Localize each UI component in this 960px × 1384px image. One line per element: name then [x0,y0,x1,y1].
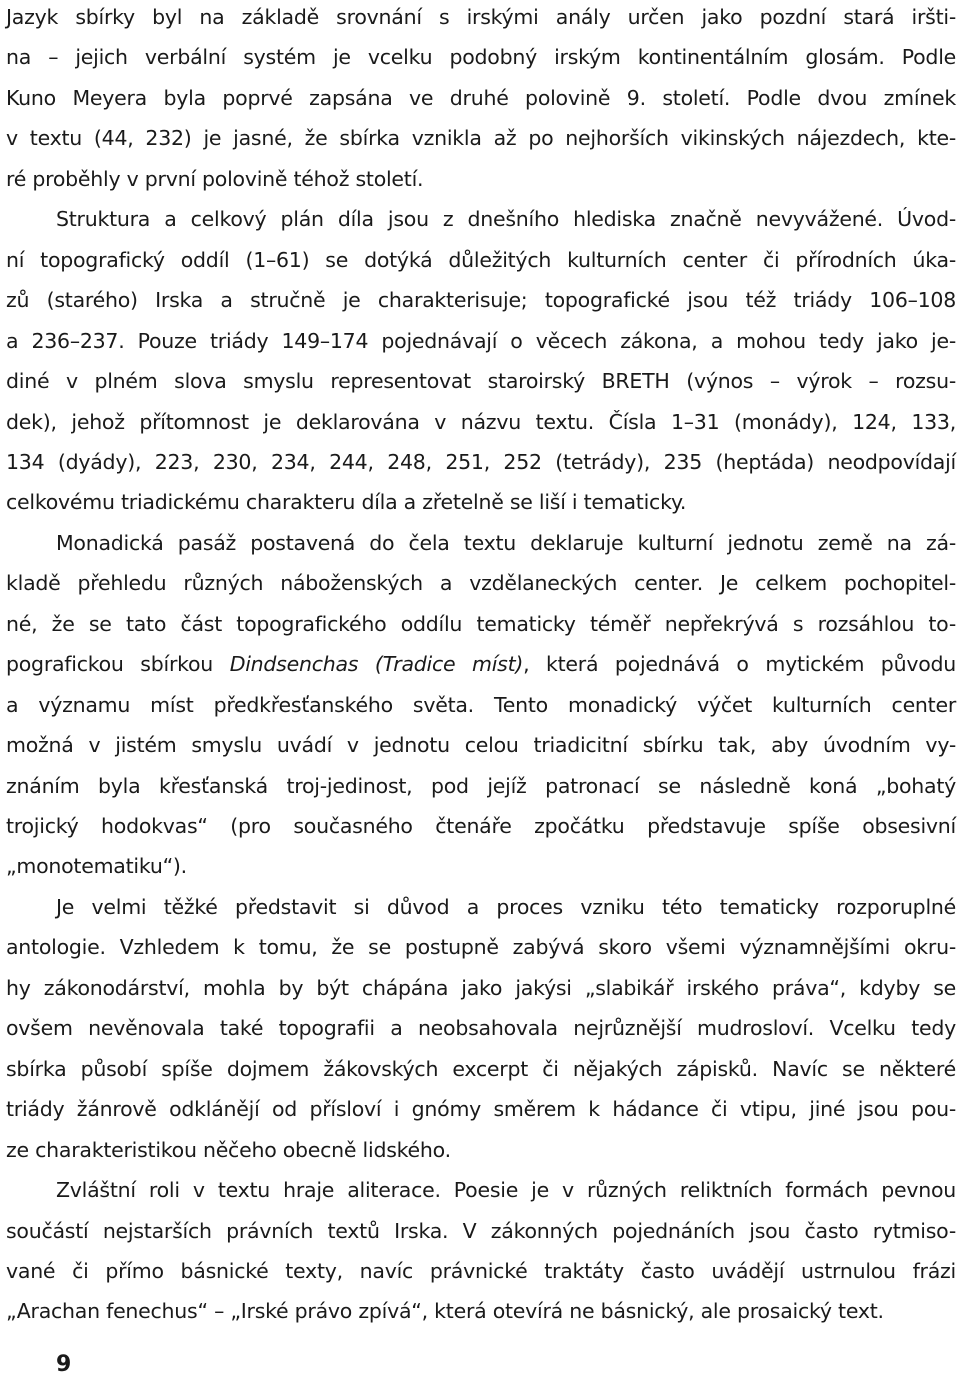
text-span: né, že se tato část topografického oddílu tematicky téměř nepřekrývá s rozsáhlou to- [6,611,956,636]
italic-title: Dindsenchas (Tradice míst) [229,652,524,677]
text-line [6,1049,956,1089]
text-span: kladě přehledu různých náboženských a vzdělaneckých center. Je celkem pochopitel- [6,571,956,596]
text-line [6,927,956,967]
text-line [6,1170,956,1210]
text-line [6,199,956,239]
text-span: zů (starého) Irska a stručně je charakterisuje; topografické jsou též triády 106–108 [6,288,956,313]
text-line [6,523,956,563]
text-line [6,644,956,684]
text-span: trojický hodokvas“ (pro současného čtenáře zpočátku představuje spíše obsesivní [6,814,956,838]
text-span: 134 (dyády), 223, 230, 234, 244, 248, 251, 252 (tetrády), 235 (heptáda) neodpovídají [6,449,956,474]
text-span: ovšem nevěnovala také topografii a neobsahovala nejrůznější mudrosloví. Vcelku tedy [6,1016,956,1041]
text-line [6,1211,956,1251]
text-line [6,240,956,280]
text-span: pografickou sbírkou [6,652,230,677]
text-span: ze charakteristikou něčeho obecně lidského. [6,1137,451,1162]
text-line [6,725,956,765]
text-line [6,604,956,644]
text-span: ní topografický oddíl (1–61) se dotýká důležitých kulturních center či přírodních úka- [6,247,956,272]
text-span: antologie. Vzhledem k tomu, že se postupně zabývá skoro všemi významnějšími okru- [6,935,956,960]
text-span: a 236–237. Pouze triády 149–174 pojednávají o věcech zákona, a mohou tedy jako je- [6,328,956,353]
text-span: celkovému triadickému charakteru díla a zřetelně se liší i tematicky. [6,490,687,515]
text-span: součástí nejstarších právních textů Irska. V zákonných pojednáních jsou často rytmiso- [6,1218,956,1243]
text-line [6,37,956,77]
text-span: diné v plném slova smyslu representovat staroirský BRETH (výnos – výrok – rozsu- [6,369,956,394]
text-line [6,1251,956,1291]
text-line [6,159,956,199]
text-span: na – jejich verbální systém je vcelku podobný irským kontinentálním glosám. Podle [6,45,956,70]
text-line [6,78,956,118]
text-span: sbírka působí spíše dojmem žákovských excerpt či nějakých zápisků. Navíc se některé [6,1056,956,1081]
text-line [6,1008,956,1048]
text-span: ré proběhly v první polovině téhož století. [6,166,424,191]
text-line [6,1089,956,1129]
text-span: „monotematiku“). [6,854,187,879]
text-span: Zvláštní roli v textu hraje aliterace. Poesie je v různých reliktních formách pevnou [56,1178,956,1203]
text-line [6,846,956,886]
text-span: možná v jistém smyslu uvádí v jednotu celou triadicitní sbírku tak, aby úvodním vy- [6,733,956,758]
text-line [6,482,956,522]
text-line [6,766,956,806]
text-line [6,321,956,361]
text-span: znáním byla křesťanská troj-jedinost, pod jejíž patronací se následně koná „bohatý [6,773,956,798]
text-span: „Arachan fenechus“ – „Irské právo zpívá“, která otevírá ne básnický, ale prosaický text. [6,1299,884,1324]
text-line [6,361,956,401]
text-span: Monadická pasáž postavená do čela textu deklaruje kulturní jednotu země na zá- [56,530,956,555]
text-line [6,1291,956,1331]
text-span: triády žánrově odklánějí od přísloví i gnómy směrem k hádance či vtipu, jiné jsou pou- [6,1097,956,1122]
text-span: Kuno Meyera byla poprvé zapsána ve druhé polovině 9. století. Podle dvou zmínek [6,85,956,110]
text-span: hy zákonodárství, mohla by být chápána jako jakýsi „slabikář irského práva“, kdyby se [6,975,956,1000]
text-line [6,563,956,603]
text-span: Jazyk sbírky byl na základě srovnání s irskými anály určen jako pozdní stará iršti- [6,5,956,29]
text-line [6,1130,956,1170]
text-line [6,402,956,442]
text-span: vané či přímo básnické texty, navíc právnické traktáty často uvádějí ustrnulou frázi [6,1258,956,1283]
text-line [6,685,956,725]
text-line [6,968,956,1008]
text-span: dek), jehož přítomnost je deklarována v názvu textu. Čísla 1–31 (monády), 124, 133, [6,409,956,434]
text-line [6,280,956,320]
text-span: Struktura a celkový plán díla jsou z dnešního hlediska značně nevyvážené. Úvod- [56,207,956,232]
text-line [6,118,956,158]
text-line [6,442,956,482]
page-number: 9 [56,1352,72,1377]
text-line [6,0,956,37]
text-span: , která pojednává o mytickém původu [523,652,956,677]
text-line [6,887,956,927]
text-line [6,806,956,846]
text-span: v textu (44, 232) je jasné, že sbírka vznikla až po nejhorších vikinských nájezdech, kte- [6,126,956,151]
text-span: Je velmi těžké představit si důvod a proces vzniku této tematicky rozporuplné [56,894,956,919]
text-span: a významu míst předkřesťanského světa. Tento monadický výčet kulturních center [6,692,956,717]
